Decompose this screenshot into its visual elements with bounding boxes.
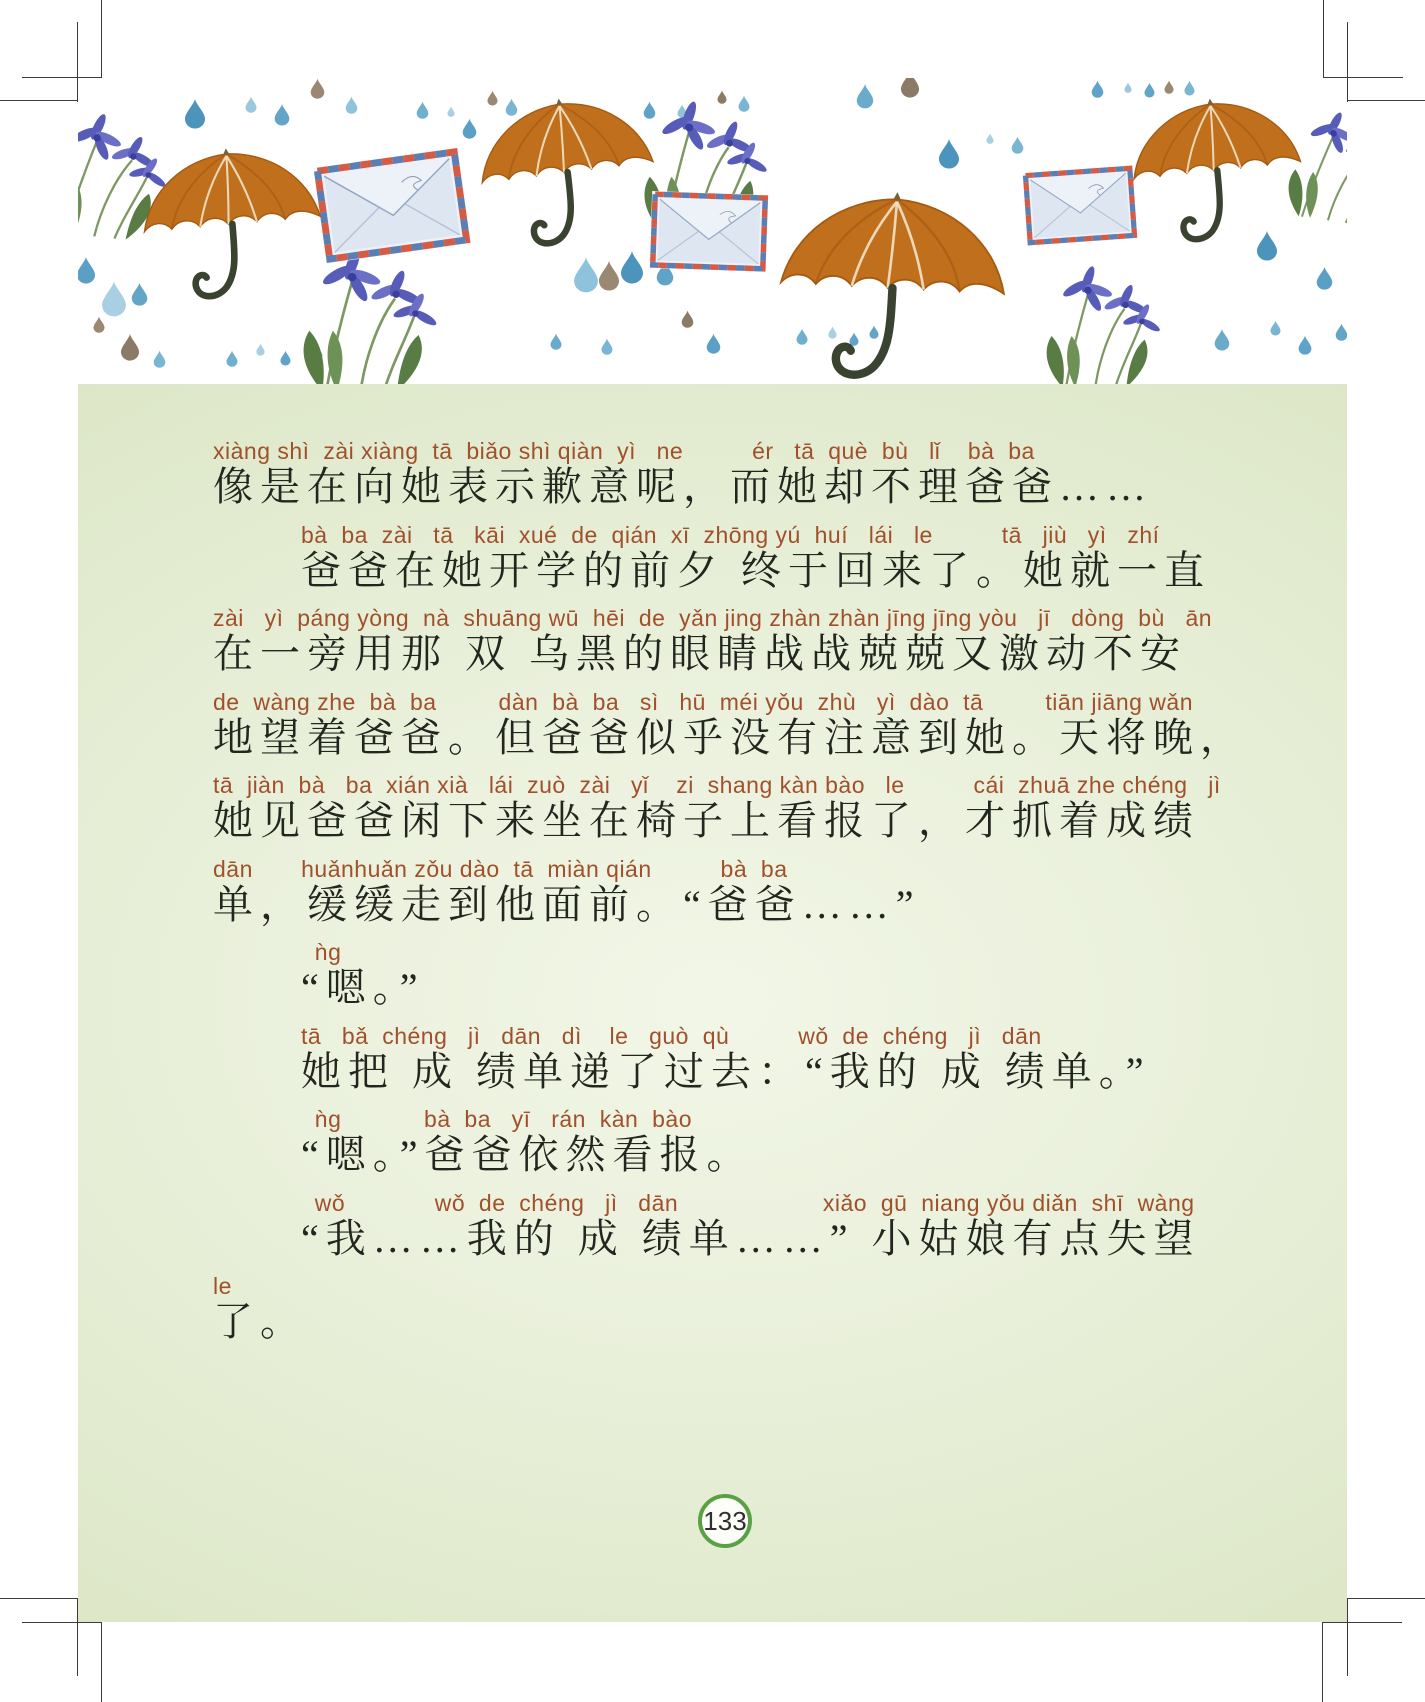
drop-illustration-icon bbox=[345, 96, 358, 114]
crop-mark bbox=[101, 1622, 102, 1702]
drop-illustration-icon bbox=[1144, 82, 1155, 98]
crop-mark bbox=[1347, 1598, 1348, 1676]
header-illustration-band bbox=[78, 78, 1347, 384]
drop-illustration-icon bbox=[245, 96, 257, 113]
page-number: 133 bbox=[703, 1505, 747, 1536]
text-line bbox=[213, 522, 1307, 594]
drop-illustration-icon bbox=[226, 350, 238, 367]
text-line bbox=[213, 939, 1307, 1011]
crop-mark bbox=[1347, 1598, 1425, 1599]
content-area bbox=[78, 384, 1347, 1622]
drop-illustration-icon bbox=[184, 98, 206, 129]
crop-mark bbox=[1347, 100, 1425, 101]
text-line bbox=[213, 1190, 1307, 1262]
drop-illustration-icon bbox=[256, 343, 265, 356]
pinyin-line: xiàng shì zài xiàng tā biǎo shì qiàn yì ne ér tā què bù lǐ bà ba bbox=[213, 438, 1035, 464]
drop-illustration-icon bbox=[986, 133, 994, 144]
hanzi-line: 她把 成 绩单递了过去：“我的 成 绩单。” bbox=[301, 1048, 1151, 1094]
drop-illustration-icon bbox=[1214, 328, 1230, 351]
text-line bbox=[213, 1273, 1307, 1345]
pinyin-line: tā jiàn bà ba xián xià lái zuò zài yǐ zi shang kàn bào le cái zhuā zhe chéng jì bbox=[213, 772, 1221, 798]
crop-mark bbox=[22, 1622, 102, 1623]
drop-illustration-icon bbox=[1124, 82, 1132, 93]
drop-illustration-icon bbox=[101, 280, 127, 317]
drop-illustration-icon bbox=[120, 333, 140, 361]
hanzi-line: 单，缓缓走到他面前。“爸爸……” bbox=[213, 881, 921, 927]
text-line bbox=[213, 1023, 1307, 1095]
drop-illustration-icon bbox=[1335, 323, 1347, 341]
hanzi-line: 像是在向她表示歉意呢，而她却不理爸爸…… bbox=[213, 464, 1153, 509]
drop-illustration-icon bbox=[856, 83, 874, 109]
flower-illustration bbox=[1035, 252, 1163, 384]
pinyin-line: tā bǎ chéng jì dān dì le guò qù wǒ de chéng jì dān bbox=[301, 1022, 1042, 1049]
drop-illustration-icon bbox=[601, 338, 613, 355]
hanzi-line: 在一旁用那 双 乌黑的眼睛战战兢兢又激动不安 bbox=[213, 631, 1187, 676]
crop-mark bbox=[0, 1598, 78, 1599]
pinyin-line: de wàng zhe bà ba dàn bà ba sì hū méi yǒu zhù yì dào tā tiān jiāng wǎn bbox=[213, 688, 1193, 715]
page-number-badge bbox=[698, 1494, 752, 1548]
drop-illustration-icon bbox=[1091, 80, 1104, 98]
text-line bbox=[213, 1106, 1307, 1178]
drop-illustration-icon bbox=[1011, 136, 1024, 154]
crop-mark bbox=[0, 100, 78, 101]
drop-illustration-icon bbox=[1184, 80, 1195, 96]
drop-illustration-icon bbox=[550, 333, 562, 350]
text-line bbox=[213, 772, 1307, 844]
crop-mark bbox=[1322, 1622, 1323, 1702]
drop-illustration-icon bbox=[153, 350, 166, 368]
envelope-illustration bbox=[312, 146, 472, 265]
drop-illustration-icon bbox=[900, 78, 920, 98]
pinyin-line: bà ba zài tā kāi xué de qián xī zhōng yú huí lái le tā jiù yì zhí bbox=[301, 521, 1160, 548]
text-line bbox=[213, 856, 1307, 928]
umbrella-illustration bbox=[131, 140, 335, 322]
crop-mark bbox=[1322, 1622, 1402, 1623]
drop-illustration-icon bbox=[1316, 266, 1333, 290]
drop-illustration-icon bbox=[938, 138, 960, 169]
drop-illustration-icon bbox=[487, 90, 498, 106]
drop-illustration-icon bbox=[620, 250, 644, 284]
drop-illustration-icon bbox=[78, 256, 96, 284]
umbrella-illustration bbox=[767, 186, 1018, 384]
pinyin-line: ǹg bà ba yī rán kàn bào bbox=[301, 1106, 692, 1132]
text-line bbox=[213, 689, 1307, 761]
hanzi-line: 地望着爸爸。但爸爸似乎没有注意到她。天将晚， bbox=[213, 714, 1247, 760]
drop-illustration-icon bbox=[1164, 80, 1174, 94]
crop-mark bbox=[1323, 0, 1324, 78]
hanzi-line: “嗯。”爸爸依然看报。 bbox=[301, 1132, 754, 1177]
hanzi-line: 爸爸在她开学的前夕 终于回来了。她就一直 bbox=[301, 547, 1211, 593]
drop-illustration-icon bbox=[93, 316, 105, 333]
crop-mark bbox=[101, 0, 102, 78]
drop-illustration-icon bbox=[706, 333, 721, 354]
drop-illustration-icon bbox=[573, 256, 599, 293]
hanzi-line: 了。 bbox=[213, 1299, 307, 1344]
crop-mark bbox=[1347, 22, 1348, 102]
drop-illustration-icon bbox=[1270, 320, 1281, 336]
drop-illustration-icon bbox=[447, 106, 455, 117]
pinyin-line: ǹg bbox=[301, 939, 342, 965]
drop-illustration-icon bbox=[598, 260, 620, 291]
drop-illustration-icon bbox=[416, 101, 429, 119]
text-line bbox=[213, 605, 1307, 677]
text-line bbox=[213, 438, 1307, 510]
umbrella-illustration bbox=[467, 87, 670, 270]
drop-illustration-icon bbox=[310, 78, 325, 99]
pinyin-line: le bbox=[213, 1273, 232, 1299]
drop-illustration-icon bbox=[1298, 335, 1312, 355]
pinyin-line: dān huǎnhuǎn zǒu dào tā miàn qián bà ba bbox=[213, 855, 788, 882]
hanzi-line: 她见爸爸闲下来坐在椅子上看报了，才抓着成绩 bbox=[213, 798, 1200, 843]
pinyin-line: wǒ wǒ de chéng jì dān xiǎo gū niang yǒu diǎn shī wàng bbox=[301, 1189, 1195, 1216]
drop-illustration-icon bbox=[274, 103, 290, 126]
text-block bbox=[78, 384, 1347, 1622]
umbrella-illustration bbox=[1120, 89, 1316, 265]
envelope-illustration bbox=[1022, 164, 1139, 247]
pinyin-line: zài yì páng yòng nà shuāng wū hēi de yǎn jing zhàn zhàn jīng jīng yòu jī dòng bù ān bbox=[213, 605, 1213, 631]
hanzi-line: “嗯。” bbox=[301, 965, 425, 1010]
hanzi-line: “我……我的 成 绩单……” 小姑娘有点失望 bbox=[301, 1215, 1201, 1261]
drop-illustration-icon bbox=[681, 310, 694, 328]
